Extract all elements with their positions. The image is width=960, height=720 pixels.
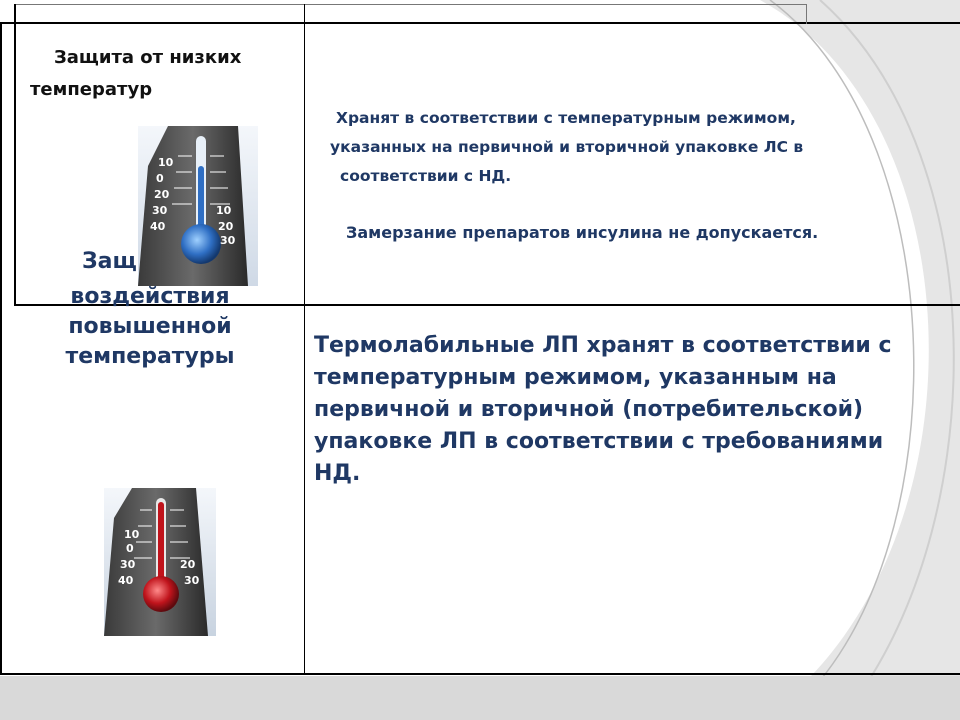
svg-text:20: 20 [180,558,196,571]
high-temp-text-line4: упаковке ЛП в соответствии с требованиями [314,429,884,454]
insulin-note: Замерзание препаратов инсулина не допускается. [346,223,819,242]
low-temp-heading-line2: температур [30,79,153,100]
high-temp-heading-line4: температуры [65,344,235,369]
svg-text:0: 0 [126,542,134,555]
low-temp-text-line1: Хранят в соответствии с температурным режимом, [336,109,796,127]
svg-text:20: 20 [154,188,170,201]
high-temp-text-line5: НД. [314,461,361,486]
hot-thermometer-icon [104,488,216,636]
svg-text:20: 20 [218,220,234,233]
svg-text:10: 10 [216,204,232,217]
low-temp-heading-line1: Защита от низких [54,47,242,68]
table-top-thin-border [14,4,806,5]
svg-text:30: 30 [152,204,168,217]
high-temp-heading-line3: повышенной [68,314,232,339]
table-bottom-border [0,673,960,675]
svg-text:40: 40 [150,220,166,233]
table-outer-left-border [0,22,2,674]
svg-text:10: 10 [124,528,140,541]
high-temp-heading [40,282,260,372]
cold-scale-label: 10 [158,156,174,169]
high-temp-text-line1: Термолабильные ЛП хранят в соответствии с [314,333,892,358]
svg-text:30: 30 [220,234,236,247]
svg-text:30: 30 [120,558,136,571]
table-top-border [0,22,960,24]
svg-text:0: 0 [156,172,164,185]
high-temp-heading-partial: Защ [82,249,137,274]
high-temp-text-line2: температурным режимом, указанным на [314,365,837,390]
low-temp-text-line2: указанных на первичной и вторичной упаковке ЛС в [330,138,804,156]
high-temp-description [314,330,892,490]
table-column-divider [304,4,305,674]
low-temp-heading [30,42,241,106]
low-temp-text-line3: соответствии с НД. [340,167,512,185]
cold-thermometer-icon [138,126,258,286]
table-right-divider [806,4,807,24]
low-temp-description [330,104,803,191]
table-left-border [14,4,16,306]
high-temp-text-line3: первичной и вторичной (потребительской) [314,397,864,422]
svg-text:40: 40 [118,574,134,587]
high-temp-heading-line2: воздействия [70,284,230,309]
svg-text:30: 30 [184,574,200,587]
